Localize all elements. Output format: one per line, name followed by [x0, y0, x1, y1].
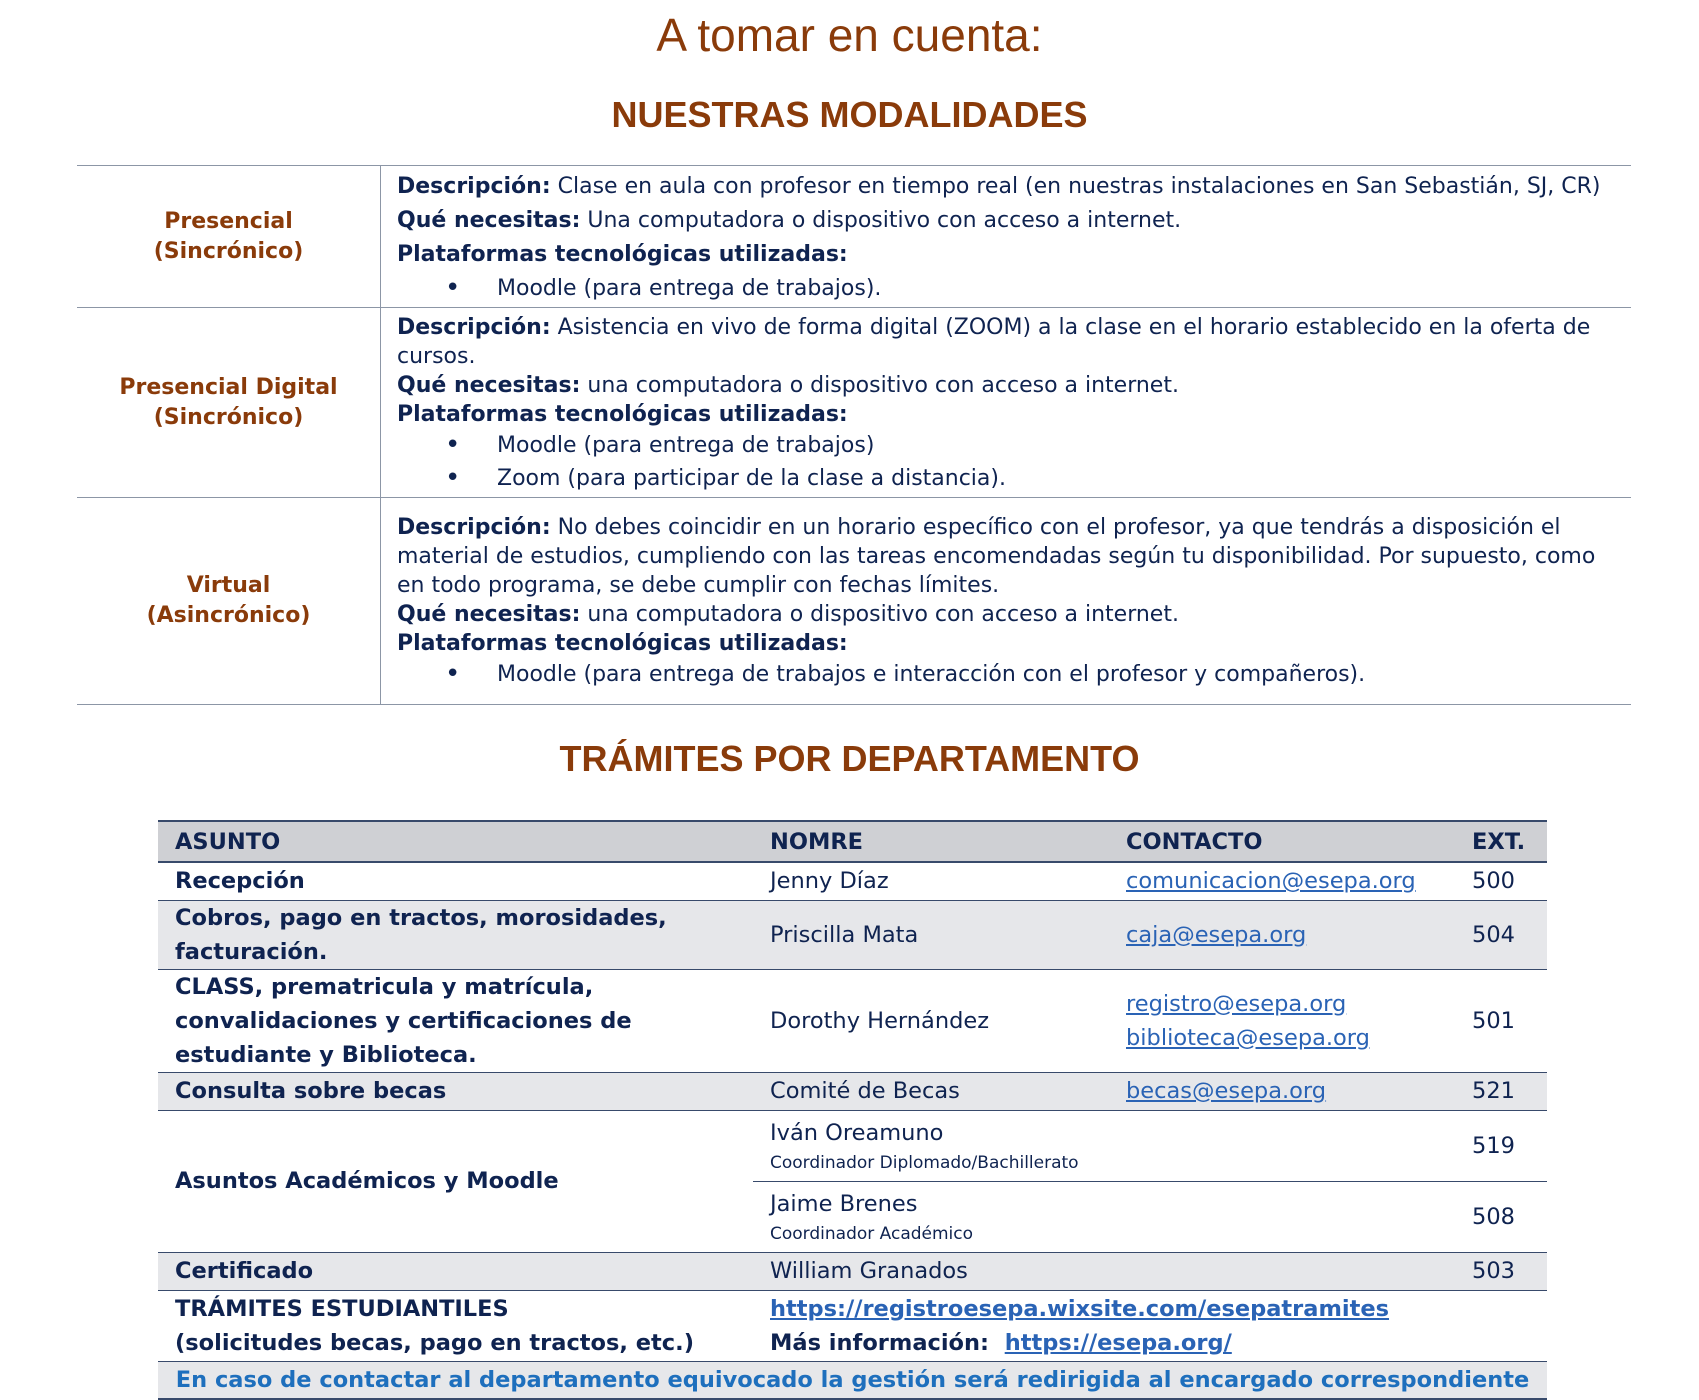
tramites-table — [158, 820, 1547, 1400]
modalidad-row — [77, 498, 1631, 705]
plataformas-list — [397, 658, 1619, 691]
modalidades-heading: NUESTRAS MODALIDADES — [611, 94, 1088, 135]
contacto-cell — [1109, 1072, 1455, 1110]
necesitas-label: Qué necesitas: — [397, 372, 581, 398]
ext-cell: 503 — [1455, 1252, 1547, 1290]
necesitas-label: Qué necesitas: — [397, 602, 581, 627]
plataformas-label: Plataformas tecnológicas utilizadas: — [397, 401, 848, 427]
asunto-cell: Certificado — [158, 1252, 753, 1290]
person-name: Jaime Brenes — [770, 1190, 918, 1217]
asunto-cell: Recepción — [158, 862, 753, 900]
person-role: Coordinador Académico — [770, 1223, 974, 1244]
header-contacto: CONTACTO — [1109, 821, 1455, 862]
nombre-cell: Comité de Becas — [753, 1072, 1109, 1110]
asunto-title: TRÁMITES ESTUDIANTILES — [175, 1295, 509, 1322]
header-ext: EXT. — [1455, 821, 1547, 862]
nombre-cell — [753, 1181, 1455, 1252]
plataformas-label: Plataformas tecnológicas utilizadas: — [397, 631, 848, 656]
tramites-link[interactable]: https://registroesepa.wixsite.com/esepatramites — [770, 1295, 1390, 1322]
descripcion-label: Descripción: — [397, 515, 551, 540]
necesitas-text: una computadora o dispositivo con acceso a internet. — [587, 372, 1179, 398]
nombre-cell — [753, 1110, 1455, 1181]
asunto-cell: Consulta sobre becas — [158, 1072, 753, 1110]
website-link[interactable]: https://esepa.org/ — [1004, 1329, 1232, 1356]
modalidad-sub: (Asincrónico) — [146, 603, 311, 628]
plataforma-item: • Moodle (para entrega de trabajos) — [397, 429, 1619, 462]
asunto-subtitle: (solicitudes becas, pago en tractos, etc.) — [175, 1329, 694, 1356]
modalidades-table — [77, 165, 1631, 705]
modalidad-name: Presencial — [164, 208, 293, 234]
table-row — [158, 969, 1547, 1072]
asunto-cell: Asuntos Académicos y Moodle — [158, 1110, 753, 1252]
ext-cell: 504 — [1455, 900, 1547, 969]
necesitas-text: Una computadora o dispositivo con acceso a internet. — [587, 208, 1182, 233]
plataforma-item: • Moodle (para entrega de trabajos). — [397, 272, 1619, 305]
links-cell — [753, 1290, 1547, 1361]
necesitas-label: Qué necesitas: — [397, 208, 581, 233]
contacto-cell — [1109, 1252, 1455, 1290]
descripcion-label: Descripción: — [397, 314, 551, 340]
page-title: A tomar en cuenta: — [656, 9, 1043, 61]
table-row — [158, 900, 1547, 969]
modalidad-description — [381, 308, 1632, 498]
header-nombre: NOMRE — [753, 821, 1109, 862]
plataforma-item: • Zoom (para participar de la clase a distancia). — [397, 462, 1619, 495]
table-row — [158, 1072, 1547, 1110]
ext-cell: 521 — [1455, 1072, 1547, 1110]
modalidad-sub: (Sincrónico) — [153, 238, 304, 264]
table-row — [158, 1252, 1547, 1290]
modalidad-description — [381, 166, 1632, 308]
person-name: Iván Oreamuno — [770, 1119, 944, 1146]
modalidad-label — [77, 308, 381, 498]
plataformas-list — [397, 429, 1619, 495]
table-row — [158, 862, 1547, 900]
nombre-cell: Jenny Díaz — [753, 862, 1109, 900]
table-row — [158, 1290, 1547, 1361]
person-role: Coordinador Diplomado/Bachillerato — [770, 1152, 1079, 1173]
email-link[interactable]: becas@esepa.org — [1126, 1078, 1327, 1104]
ext-cell: 519 — [1455, 1110, 1547, 1181]
ext-cell: 508 — [1455, 1181, 1547, 1252]
descripcion-label: Descripción: — [397, 174, 551, 199]
footer-note: En caso de contactar al departamento equivocado la gestión será redirigida al encargado correspondiente — [158, 1361, 1547, 1399]
descripcion-text: No debes coincidir en un horario específico con el profesor, ya que tendrás a disposición el material de estudios, cumpliendo con las tareas encomendadas según tu disponibilidad. Por supuesto, como en todo programa, se debe cumplir con fechas límites. — [397, 515, 1596, 598]
email-link[interactable]: biblioteca@esepa.org — [1126, 1024, 1370, 1051]
plataformas-label: Plataformas tecnológicas utilizadas: — [397, 242, 848, 267]
header-asunto: ASUNTO — [158, 821, 753, 862]
modalidad-row — [77, 166, 1631, 308]
mas-info-label: Más información: — [770, 1329, 990, 1356]
modalidad-label — [77, 498, 381, 705]
modalidad-sub: (Sincrónico) — [153, 404, 304, 430]
ext-cell: 501 — [1455, 969, 1547, 1072]
plataforma-item: • Moodle (para entrega de trabajos e interacción con el profesor y compañeros). — [397, 658, 1619, 691]
asunto-cell: Cobros, pago en tractos, morosidades, facturación. — [158, 900, 753, 969]
modalidad-row — [77, 308, 1631, 498]
asunto-cell — [158, 1290, 753, 1361]
nombre-cell: Priscilla Mata — [753, 900, 1109, 969]
modalidad-description — [381, 498, 1632, 705]
modalidad-label — [77, 166, 381, 308]
contacto-cell — [1109, 900, 1455, 969]
plataformas-list — [397, 272, 1619, 305]
necesitas-text: una computadora o dispositivo con acceso a internet. — [587, 602, 1179, 627]
nombre-cell: Dorothy Hernández — [753, 969, 1109, 1072]
tramites-heading: TRÁMITES POR DEPARTAMENTO — [559, 738, 1140, 779]
email-link[interactable]: comunicacion@esepa.org — [1126, 868, 1416, 895]
table-row — [158, 1110, 1547, 1181]
email-link[interactable]: registro@esepa.org — [1126, 990, 1347, 1017]
contacto-cell — [1109, 969, 1455, 1072]
descripcion-text: Asistencia en vivo de forma digital (ZOOM) a la clase en el horario establecido en la oferta de cursos. — [397, 314, 1591, 369]
email-link[interactable]: caja@esepa.org — [1126, 921, 1307, 948]
contacto-cell — [1109, 862, 1455, 900]
modalidad-name: Presencial Digital — [119, 374, 338, 400]
table-header — [158, 821, 1547, 862]
nombre-cell: William Granados — [753, 1252, 1109, 1290]
ext-cell: 500 — [1455, 862, 1547, 900]
asunto-cell: CLASS, prematricula y matrícula, convalidaciones y certificaciones de estudiante y Biblioteca. — [158, 969, 753, 1072]
modalidad-name: Virtual — [186, 573, 271, 598]
footer-row — [158, 1361, 1547, 1399]
descripcion-text: Clase en aula con profesor en tiempo real (en nuestras instalaciones en San Sebastián, SJ, CR) — [557, 174, 1601, 199]
